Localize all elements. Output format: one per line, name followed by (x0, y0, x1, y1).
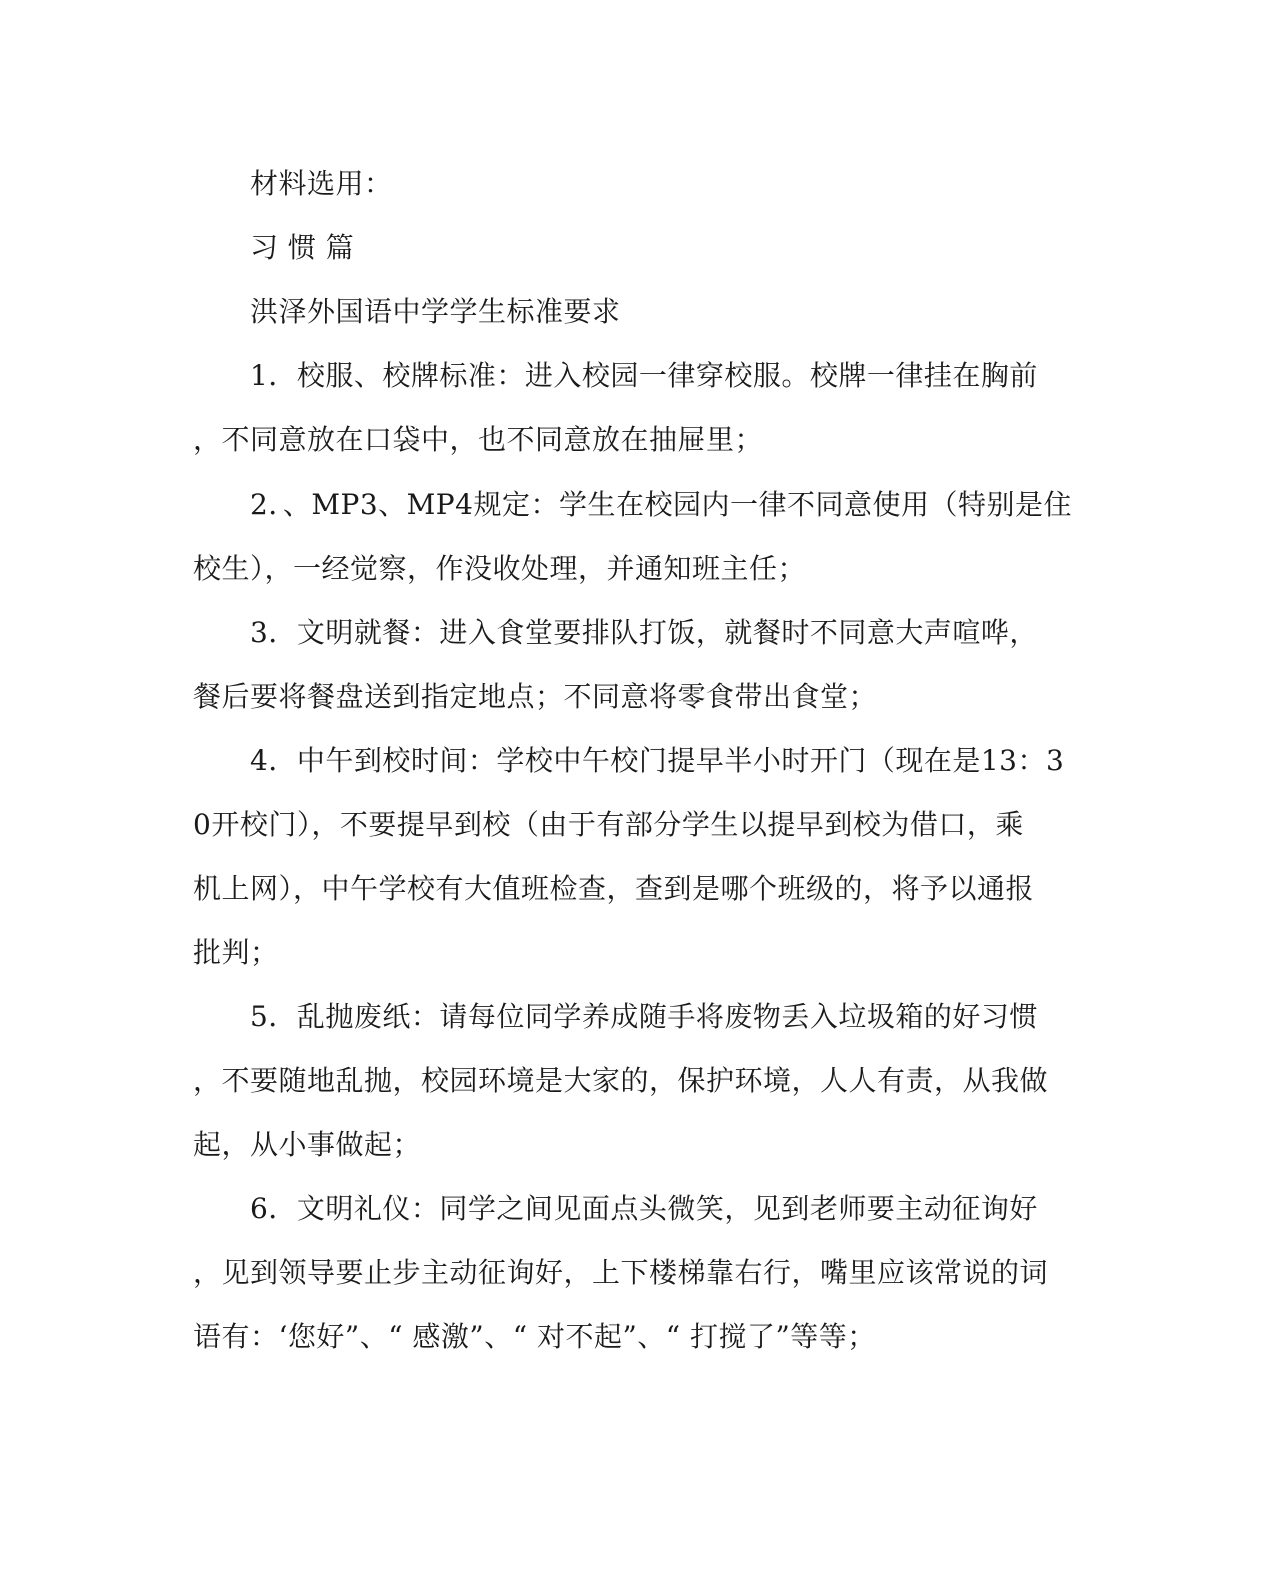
paragraph-line: 5．乱抛废纸：请每位同学养成随手将废物丢入垃圾箱的好习惯 (250, 1000, 1038, 1033)
paragraph-line: 0开校门），不要提早到校（由于有部分学生以提早到校为借口，乘 (193, 808, 1024, 841)
paragraph-line: 机上网），中午学校有大值班检查，查到是哪个班级的，将予以通报 (193, 872, 1035, 905)
paragraph-line: ，见到领导要止步主动征询好，上下楼梯靠右行，嘴里应该常说的词 (193, 1256, 1049, 1289)
paragraph-line: 6．文明礼仪：同学之间见面点头微笑，见到老师要主动征询好 (250, 1192, 1038, 1225)
paragraph-line: 批判； (193, 936, 279, 969)
paragraph-line: 4．中午到校时间：学校中午校门提早半小时开门（现在是13：3 (250, 744, 1065, 777)
paragraph-line: 2．、MP3、MP4规定：学生在校园内一律不同意使用（特别是住 (250, 488, 1072, 521)
paragraph-line: 3．文明就餐：进入食堂要排队打饭，就餐时不同意大声喧哗， (250, 616, 1038, 649)
paragraph-line: 餐后要将餐盘送到指定地点；不同意将零食带出食堂； (193, 680, 878, 713)
paragraph-line: 1．校服、校牌标准：进入校园一律穿校服。校牌一律挂在胸前 (250, 359, 1038, 392)
materials-heading: 材料选用： (250, 167, 393, 200)
paragraph-line: 语有：‘您好”、“ 感激”、“ 对不起”、“ 打搅了”等等； (193, 1320, 876, 1353)
paragraph-line: ，不同意放在口袋中，也不同意放在抽屉里； (193, 423, 764, 456)
section-heading: 习 惯 篇 (250, 231, 355, 264)
paragraph-line: ，不要随地乱抛，校园环境是大家的，保护环境，人人有责，从我做 (193, 1064, 1049, 1097)
paragraph-line: 起，从小事做起； (193, 1128, 422, 1161)
paragraph-line: 校生），一经觉察，作没收处理，并通知班主任； (193, 552, 807, 585)
document-title: 洪泽外国语中学学生标准要求 (250, 295, 621, 328)
